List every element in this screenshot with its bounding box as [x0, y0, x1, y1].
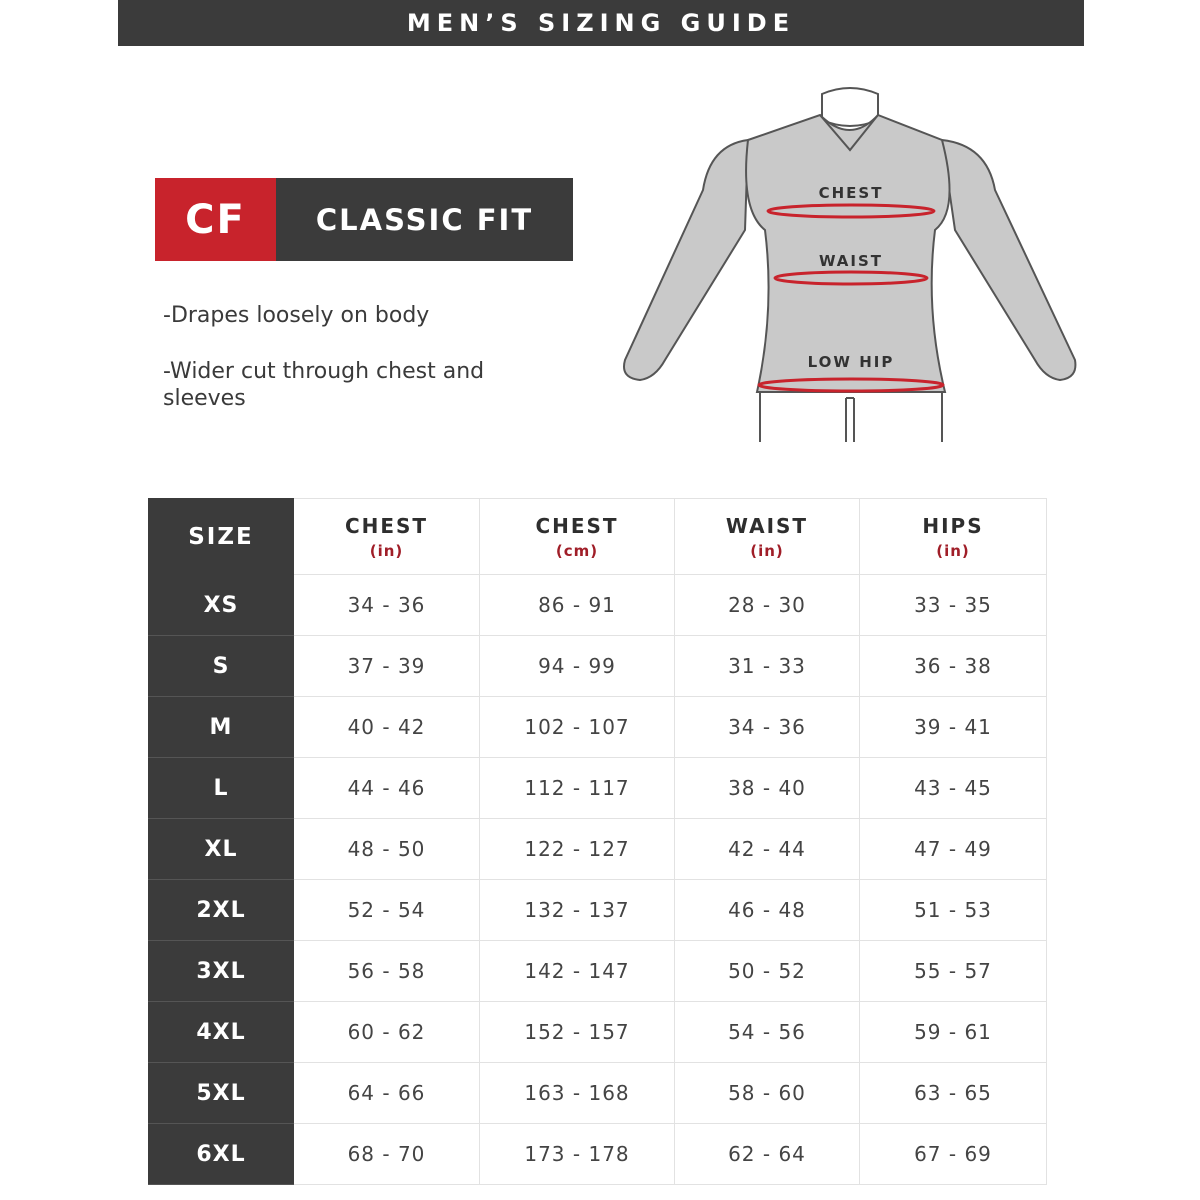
- hips-in-cell: 67 - 69: [860, 1124, 1047, 1185]
- waist-in-cell: 58 - 60: [675, 1063, 860, 1124]
- column-unit: (in): [936, 541, 970, 560]
- column-unit: (in): [750, 541, 784, 560]
- waist-in-cell: 28 - 30: [675, 575, 860, 636]
- size-cell: 2XL: [149, 880, 294, 941]
- chest-cm-cell: 122 - 127: [480, 819, 675, 880]
- table-row: [149, 575, 1047, 636]
- waist-in-cell: 54 - 56: [675, 1002, 860, 1063]
- fit-badge: [155, 178, 573, 261]
- fit-description-2: -Wider cut through chest and sleeves: [163, 359, 485, 411]
- table-row: [149, 1063, 1047, 1124]
- chest-cm-cell: 163 - 168: [480, 1063, 675, 1124]
- table-row: [149, 819, 1047, 880]
- fit-name: CLASSIC FIT: [276, 178, 573, 261]
- hips-in-cell: 47 - 49: [860, 819, 1047, 880]
- hips-in-cell: 55 - 57: [860, 941, 1047, 1002]
- hips-in-cell: 36 - 38: [860, 636, 1047, 697]
- column-header-chest-cm: [480, 499, 675, 575]
- chest-label: CHEST: [818, 184, 884, 202]
- chest-in-cell: 48 - 50: [294, 819, 480, 880]
- hips-in-cell: 59 - 61: [860, 1002, 1047, 1063]
- table-row: [149, 697, 1047, 758]
- table-row: [149, 1002, 1047, 1063]
- column-header-size: [149, 499, 294, 575]
- fit-description-1: -Drapes loosely on body: [163, 303, 430, 328]
- column-label: SIZE: [188, 523, 254, 550]
- waist-in-cell: 34 - 36: [675, 697, 860, 758]
- column-header-waist-in: [675, 499, 860, 575]
- chest-cm-cell: 86 - 91: [480, 575, 675, 636]
- size-cell: XL: [149, 819, 294, 880]
- hips-in-cell: 51 - 53: [860, 880, 1047, 941]
- chest-in-cell: 34 - 36: [294, 575, 480, 636]
- column-unit: (cm): [555, 541, 599, 560]
- size-chart-table: [148, 498, 1047, 1185]
- column-label: CHEST: [535, 513, 619, 538]
- chest-cm-cell: 102 - 107: [480, 697, 675, 758]
- fit-code: CF: [155, 178, 276, 261]
- table-header-row: [149, 499, 1047, 575]
- size-cell: 3XL: [149, 941, 294, 1002]
- chest-in-cell: 37 - 39: [294, 636, 480, 697]
- waist-in-cell: 50 - 52: [675, 941, 860, 1002]
- column-unit: (in): [369, 541, 404, 560]
- chest-in-cell: 56 - 58: [294, 941, 480, 1002]
- chest-cm-cell: 94 - 99: [480, 636, 675, 697]
- waist-in-cell: 62 - 64: [675, 1124, 860, 1185]
- chest-in-cell: 64 - 66: [294, 1063, 480, 1124]
- waist-in-cell: 31 - 33: [675, 636, 860, 697]
- chest-cm-cell: 152 - 157: [480, 1002, 675, 1063]
- chest-in-cell: 40 - 42: [294, 697, 480, 758]
- chest-cm-cell: 132 - 137: [480, 880, 675, 941]
- table-row: [149, 636, 1047, 697]
- hips-in-cell: 43 - 45: [860, 758, 1047, 819]
- chest-in-cell: 52 - 54: [294, 880, 480, 941]
- table-row: [149, 758, 1047, 819]
- chest-in-cell: 44 - 46: [294, 758, 480, 819]
- column-label: CHEST: [344, 513, 429, 538]
- chest-cm-cell: 173 - 178: [480, 1124, 675, 1185]
- table-row: [149, 941, 1047, 1002]
- header-bar: [118, 0, 1084, 46]
- hips-in-cell: 39 - 41: [860, 697, 1047, 758]
- sweater-measurement-diagram: [615, 80, 1085, 445]
- hips-in-cell: 63 - 65: [860, 1063, 1047, 1124]
- column-header-chest-in: [294, 499, 480, 575]
- size-cell: L: [149, 758, 294, 819]
- chest-cm-cell: 142 - 147: [480, 941, 675, 1002]
- size-cell: 5XL: [149, 1063, 294, 1124]
- size-cell: M: [149, 697, 294, 758]
- sweater-icon: [615, 80, 1085, 445]
- chest-in-cell: 68 - 70: [294, 1124, 480, 1185]
- table-row: [149, 1124, 1047, 1185]
- table-row: [149, 880, 1047, 941]
- size-cell: 4XL: [149, 1002, 294, 1063]
- chest-in-cell: 60 - 62: [294, 1002, 480, 1063]
- size-cell: S: [149, 636, 294, 697]
- waist-label: WAIST: [818, 252, 884, 270]
- size-cell: XS: [149, 575, 294, 636]
- low-hip-label: LOW HIP: [807, 353, 895, 371]
- column-label: HIPS: [922, 513, 984, 538]
- page-title: MEN’S SIZING GUIDE: [406, 9, 796, 37]
- waist-in-cell: 38 - 40: [675, 758, 860, 819]
- size-cell: 6XL: [149, 1124, 294, 1185]
- hips-in-cell: 33 - 35: [860, 575, 1047, 636]
- waist-in-cell: 46 - 48: [675, 880, 860, 941]
- column-header-hips-in: [860, 499, 1047, 575]
- waist-in-cell: 42 - 44: [675, 819, 860, 880]
- chest-cm-cell: 112 - 117: [480, 758, 675, 819]
- column-label: WAIST: [725, 513, 809, 538]
